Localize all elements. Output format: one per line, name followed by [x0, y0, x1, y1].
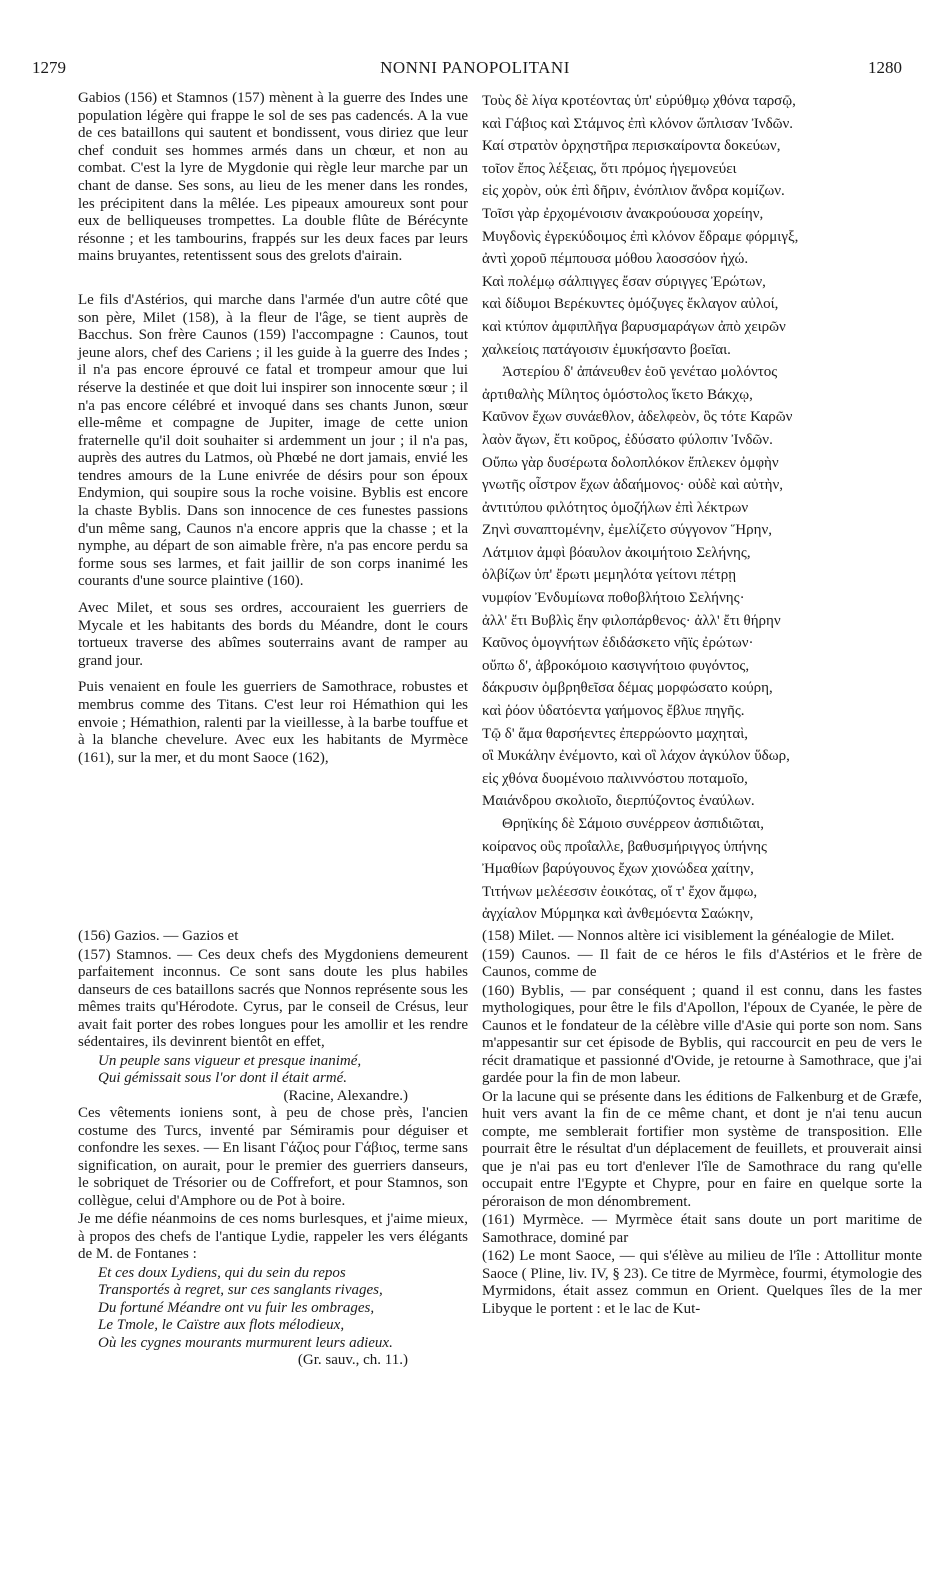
greek-verse-line: Θρηϊκίης δὲ Σάμοιο συνέρρεον ἀσπιδιῶται, — [502, 816, 764, 832]
french-paragraph: Puis venaient en foule les guerriers de Samothrace, robustes et membrus comme des Titans. C'est leur roi Hémathion qui les envoie ; Hémathion, ralenti par la vieillesse, à la barbe touffue et à la blanche chevelure. Avec eux les habitants de Myrmèce (161), sur la mer, et du mont Saoce (162), — [78, 679, 468, 766]
greek-verse-line: Μαιάνδρου σκολιοῖο, διερπύζοντος ἐναύλων. — [482, 793, 755, 810]
page-number-left: 1279 — [32, 58, 66, 77]
footnote-paragraph: Ces vêtements ioniens sont, à peu de chose près, l'ancien costume des Turcs, inventé par Sémiramis pour déguiser et confondre les sexes. — En lisant Γάζιος pour Γάβιος, terme sans signification, on aurait, pour le premier des guerriers danseurs, le sobriquet de Trésorier ou de Coffrefort, et pour Stamnos, son collègue, celui d'Amphore ou de Pot à boire. — [78, 1105, 468, 1209]
verse-line: Transportés à regret, sur ces sanglants rivages, — [98, 1282, 383, 1298]
verse-line: Du fortuné Méandre ont vu fuir les ombrages, — [98, 1299, 375, 1316]
greek-verse-line: Καῦνον ἔχων συνάεθλον, ἀδελφεὸν, ὃς τότε Καρῶν — [482, 409, 793, 426]
running-title: NONNI PANOPOLITANI — [380, 58, 570, 77]
greek-verse-line: Ἀστερίου δ' ἀπάνευθεν ἑοῦ γενέταο μολόντος — [502, 364, 778, 381]
greek-verse-line: λαὸν ἄγων, ἔτι κοῦρος, ἐδύσατο φύλοπιν Ἰνδῶν. — [482, 431, 773, 448]
greek-verse-line: ἀντιτύπου φιλότητος ὁμοζήλων ἐπὶ λέκτρων — [482, 499, 749, 516]
greek-verse-line: καὶ Γάβιος καὶ Στάμνος ἐπὶ κλόνον ὥπλισαν Ἰνδῶν. — [482, 115, 794, 132]
greek-verse-line: καὶ δίδυμοι Βερέκυντες ὁμόζυγες ἔκλαγον αὐλοί, — [482, 296, 779, 313]
greek-verse-line: ἀγχίαλον Μύρμηκα καὶ ἀνθεμόεντα Σαώκην, — [482, 906, 754, 923]
verse-line: Qui gémissait sous l'or dont il était armé. — [98, 1070, 348, 1086]
greek-verse-line: Ἠμαθίων βαρύγουνος ἔχων χιονώδεα χαίτην, — [482, 861, 754, 878]
page-number-right: 1280 — [868, 58, 902, 77]
greek-verse-line: Μυγδονὶς ἐγρεκύδοιμος ἐπὶ κλόνον ἔδραμε φόρμιγξ, — [482, 228, 799, 245]
greek-text-column — [482, 90, 922, 926]
french-paragraph: Gabios (156) et Stamnos (157) mènent à la guerre des Indes une population légère qui frappe le sol de ses pas cadencés. A la vue de ces bataillons qui sautent et bondissent, vous diriez que leur chef conduit ses hommes armés dans un chœur, et non au combat. C'est la lyre de Mygdonie qui règle leur marche par un chant de danse. Ses sons, au lieu de les mener dans les rondes, les précipitent dans la mêlée. Les pipeaux amoureux sont pour eux de belliqueuses trompettes. La double flûte de Bérécynte résonne ; et les tambourins, frappés sur les deux faces par leurs mains bruyantes, retentissent sous des grelots d'airain. — [78, 90, 468, 265]
greek-verse-line: οἳ Μυκάλην ἐνέμοντο, καὶ οἳ λάχον ἀγκύλον ὕδωρ, — [482, 748, 790, 765]
greek-verse-line: Τῷ δ' ἅμα θαρσήεντες ἐπερρώοντο μαχηταὶ, — [482, 725, 749, 742]
greek-verse-line: δάκρυσιν ὀμβρηθεῖσα δέμας μορφώσατο κούρη, — [482, 680, 773, 697]
greek-verse-line: καὶ κτύπον ἀμφιπλῆγα βαρυσμαράγων ἀπὸ χειρῶν — [482, 318, 786, 335]
greek-verse-line: οὔπω δ', ἁβροκόμοιο κασιγνήτοιο φυγόντος, — [482, 657, 750, 674]
greek-verse-line: καὶ ῥόον ὑδατόεντα γαήμονος ἔβλυε πηγῆς. — [482, 703, 745, 720]
greek-verse-line: κοίρανος οὓς προΐαλλε, βαθυσμήριγγος ὑπήνης — [482, 838, 767, 855]
verse-line: Et ces doux Lydiens, qui du sein du repos — [98, 1264, 346, 1281]
french-translation-column — [78, 90, 468, 776]
greek-verse-line: Τιτήνων μελέεσσιν ἐοικότας, οἵ τ' ἔχον ἄμφω, — [482, 883, 758, 900]
greek-verse-line: χαλκείοις πατάγοισιν ἐμυκήσαντο βοεῖαι. — [482, 341, 731, 358]
greek-verse-line: Τοὺς δὲ λίγα κροτέοντας ὑπ' εὐρύθμῳ χθόνα ταρσῷ, — [482, 93, 796, 109]
greek-verse-line: εἰς χθόνα δυομένοιο παλιννόστου ποταμοῖο, — [482, 770, 748, 787]
greek-verse-line: ἀλλ' ἔτι Βυβλὶς ἔην φιλοπάρθενος· ἀλλ' ἔτι θήρην — [482, 612, 781, 629]
greek-verse-line: Ζηνὶ συναπτομένην, ἐμελίζετο σύγγονον Ἥρην, — [482, 522, 772, 539]
greek-verse-line: Οὔπω γὰρ δυσέρωτα δολοπλόκον ἔπλεκεν ὀμφὴν — [482, 454, 779, 471]
footnote-156: (156) Gazios. — Gazios et — [78, 928, 239, 944]
footnote-157: (157) Stamnos. — Ces deux chefs des Mygdoniens demeurent parfaitement inconnus. Ce sont sans doute les plus habiles danseurs de ces bataillons sacrés que Nonnos représente sous les mêmes traits qu'Hérodote. Cyrus, par le conseil de Crésus, leur avait fait porter des robes longues pour les amollir et les rendre sédentaires, ils devinrent bientôt en effet, — [78, 946, 468, 1050]
verse-attribution: (Racine, Alexandre.) — [283, 1087, 408, 1104]
footnotes-right-column — [482, 928, 922, 1319]
footnote-159: (159) Caunos. — Il fait de ce héros le fils d'Astérios et le frère de Caunos, comme de — [482, 946, 922, 980]
french-paragraph: Le fils d'Astérios, qui marche dans l'armée d'un autre côté que son père, Milet (158), à la fleur de l'âge, se tient auprès de Bacchus. Son frère Caunos (159) l'accompagne : Caunos, tout jeune alors, chef des Cariens ; il les guide à la guerre des Indes ; il n'a pas encore éprouvé ce fatal et trompeur amour que lui réserve la destinée et que doit lui inspirer son innocente sœur ; il n'a pas encore célébré et invoqué dans ses chants Junon, sœur elle-même et compagne de Jupiter, image de cette union fraternelle qu'il doit souhaiter si ardemment un jour ; il n'a pas, auprès des autres du Latmos, où Phœbé ne dort jamais, envié les tendres amours de la Lune enivrée de désirs pour son époux Endymion, qui soupire sous la roche voisine. Byblis est encore la chaste Byblis. Dans son innocence de ces funestes passions d'un même sang, Caunos n'a encore appris que la chasse ; et la nymphe, au départ de son aimable frère, n'a pas encore perdu sa forme sous ses larmes, et fait jaillir de son corps inanimé les courants d'une source plaintive (160). — [78, 291, 468, 590]
footnotes-left-column — [78, 928, 468, 1370]
french-paragraph: Avec Milet, et sous ses ordres, accouraient les guerriers de Mycale et les habitants des bords du Méandre, dont le cours tortueux traverse des abîmes souterrains avant de ramper au grand jour. — [78, 600, 468, 669]
greek-verse-line: ἀντὶ χοροῦ πέμπουσα μόθου λαοσσόον ἠχώ. — [482, 251, 749, 268]
footnote-161: (161) Myrmèce. — Myrmèce était sans doute un port maritime de Samothrace, dominé par — [482, 1212, 922, 1246]
greek-verse-line: Καί στρατὸν ὀρχηστῆρα περισκαίροντα δοκεύων, — [482, 138, 781, 155]
footnote-162: (162) Le mont Saoce, — qui s'élève au milieu de l'île : Attollitur monte Saoce ( Pline, liv. IV, § 23). Ce titre de Myrmèce, fourmi, étymologie des Myrmidons, était assez commun en Orient. Quelques îles de la mer Libyque le portent : et le lac de Kut- — [482, 1248, 922, 1317]
greek-verse-line: τοῖον ἔπος λέξειας, ὅτι πρόμος ἡγεμονεύει — [482, 160, 737, 177]
greek-verse-line: Τοῖσι γὰρ ἐρχομένοισιν ἀνακρούουσα χορείην, — [482, 205, 764, 222]
footnote-paragraph: Or la lacune qui se présente dans les éditions de Falkenburg et de Græfe, huit vers avant la fin de ce même chant, et dont je n'ai tenu aucun compte, me semblerait fortifier mon système de transposition. Elle pourrait être le résultat d'un déplacement de feuillets, et prouverait ainsi que je n'ai pas eu tort d'enlever l'île de Samothrace du rang qu'elle occupait entre l'Egypte et Chypre, pour en faire en quelque sorte la péroraison de mon dénombrement. — [482, 1088, 922, 1210]
greek-verse-line: ὀλβίζων ὑπ' ἔρωτι μεμηλότα γείτονι πέτρῃ — [482, 567, 737, 584]
greek-verse-line: Λάτμιον ἀμφὶ βόαυλον ἀκοιμήτοιο Σελήνης, — [482, 544, 751, 561]
footnote-158: (158) Milet. — Nonnos altère ici visiblement la généalogie de Milet. — [482, 928, 895, 944]
greek-verse-line: Καῦνος ὁμογνήτων ἐδιδάσκετο νῆϊς ἐρώτων· — [482, 635, 754, 652]
verse-line: Un peuple sans vigueur et presque inanimé, — [98, 1052, 362, 1069]
greek-verse-line: Καὶ πολέμῳ σάλπιγγες ἔσαν σύριγγες Ἐρώτων, — [482, 273, 766, 290]
footnote-paragraph: Je me défie néanmoins de ces noms burlesques, et j'aime mieux, à propos des chefs de l'antique Lydie, rappeler les vers élégants de M. de Fontanes : — [78, 1211, 468, 1262]
page-header — [0, 58, 950, 84]
verse-line: Où les cygnes mourants murmurent leurs adieux. — [98, 1334, 393, 1351]
greek-verse-line: γνωτῆς οἶστρον ἔχων ἀδαήμονος· οὐδὲ καὶ αὐτὴν, — [482, 477, 783, 494]
greek-verse-line: ἀρτιθαλὴς Μίλητος ὁμόστολος ἵκετο Βάκχῳ, — [482, 386, 753, 403]
verse-line: Le Tmole, le Caïstre aux flots mélodieux, — [98, 1317, 345, 1333]
greek-verse-line: εἰς χορὸν, οὐκ ἐπὶ δῆριν, ἐνόπλιον ἄνδρα κομίζων. — [482, 183, 785, 200]
greek-verse-line: νυμφίον Ἐνδυμίωνα ποθοβλήτοιο Σελήνης· — [482, 590, 745, 607]
footnote-160: (160) Byblis, — par conséquent ; quand il est connu, dans les fastes mythologiques, pour être le fils d'Apollon, l'époux de Cyanée, le père de Caunos et le fondateur de la célèbre ville d'Asie qui porte son nom. Sans m'appesantir sur cet épisode de Byblis, qui raccourcit en peu de vers le récit dramatique et passionné d'Ovide, je retourne à Samothrace, que j'ai gardée pour la fin de mon labeur. — [482, 982, 922, 1086]
verse-attribution: (Gr. sauv., ch. 11.) — [297, 1352, 408, 1368]
